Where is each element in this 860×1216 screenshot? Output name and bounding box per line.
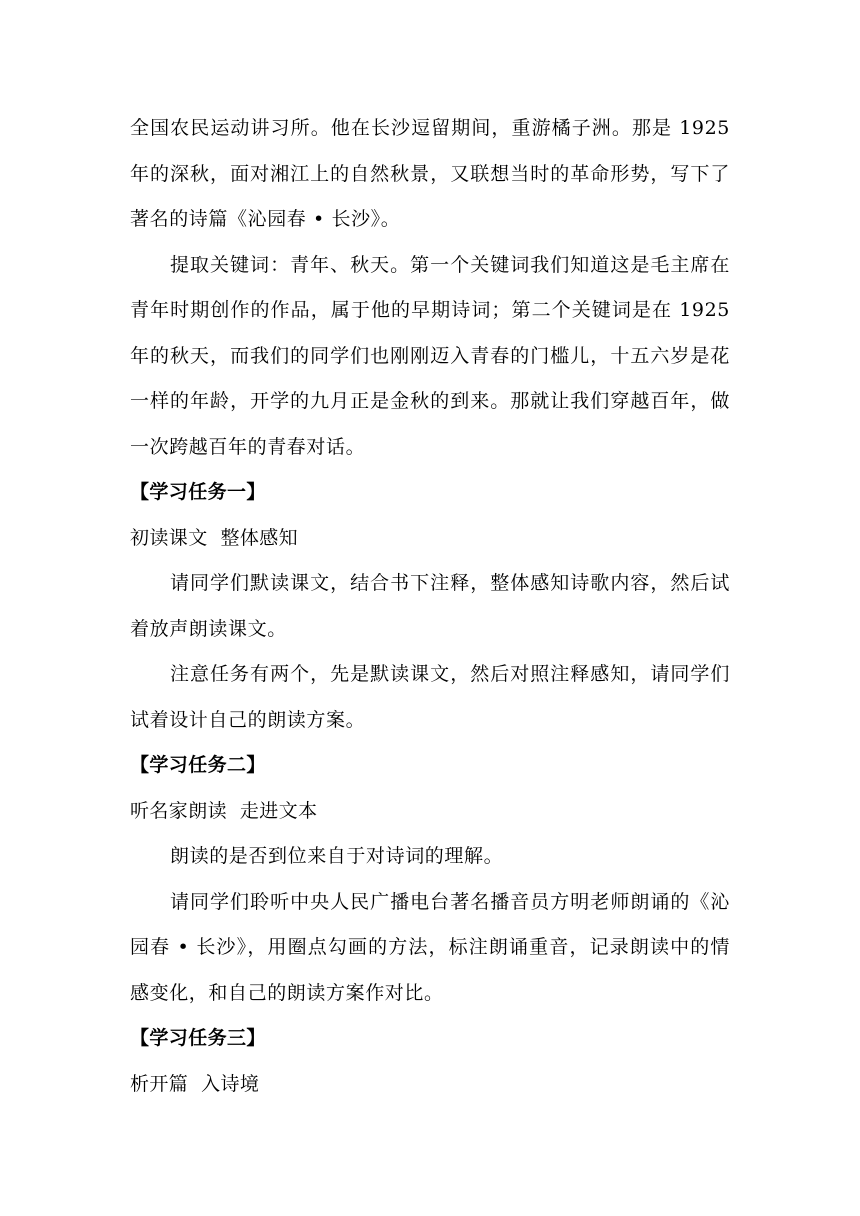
- task-heading-3: 【学习任务三】: [130, 1027, 266, 1049]
- paragraph-task1-instruction: 请同学们默读课文，结合书下注释，整体感知诗歌内容，然后试着放声朗读课文。: [130, 572, 730, 640]
- document-page: [130, 106, 730, 1107]
- paragraph-task2-intro: 朗读的是否到位来自于对诗词的理解。: [170, 845, 504, 867]
- paragraph-task2-instruction: 请同学们聆听中央人民广播电台著名播音员方明老师朗诵的《沁园春 • 长沙》，用圈点勾画的方法，标注朗诵重音，记录朗读中的情感变化，和自己的朗读方案作对比。: [130, 890, 730, 1004]
- task-heading-1: 【学习任务一】: [130, 481, 266, 503]
- task-subheading-1: 初读课文 整体感知: [130, 526, 299, 549]
- paragraph-intro-continuation: 全国农民运动讲习所。他在长沙逗留期间，重游橘子洲。那是 1925 年的深秋，面对湘江上的自然秋景，又联想当时的革命形势，写下了著名的诗篇《沁园春 • 长沙》。: [130, 117, 730, 230]
- paragraph-task1-note: 注意任务有两个，先是默读课文，然后对照注释感知，请同学们试着设计自己的朗读方案。: [130, 663, 730, 731]
- task-heading-2: 【学习任务二】: [130, 754, 266, 776]
- task-subheading-2: 听名家朗读 走进文本: [130, 799, 318, 822]
- paragraph-keywords: 提取关键词：青年、秋天。第一个关键词我们知道这是毛主席在青年时期创作的作品，属于他的早期诗词；第二个关键词是在 1925 年的秋天，而我们的同学们也刚刚迈入青春的门槛儿，十五六岁是花一样的年龄，开学的九月正是金秋的到来。那就让我们穿越百年，做一次跨越百年的青春对话。: [130, 253, 730, 458]
- task-subheading-3: 析开篇 入诗境: [130, 1072, 260, 1095]
